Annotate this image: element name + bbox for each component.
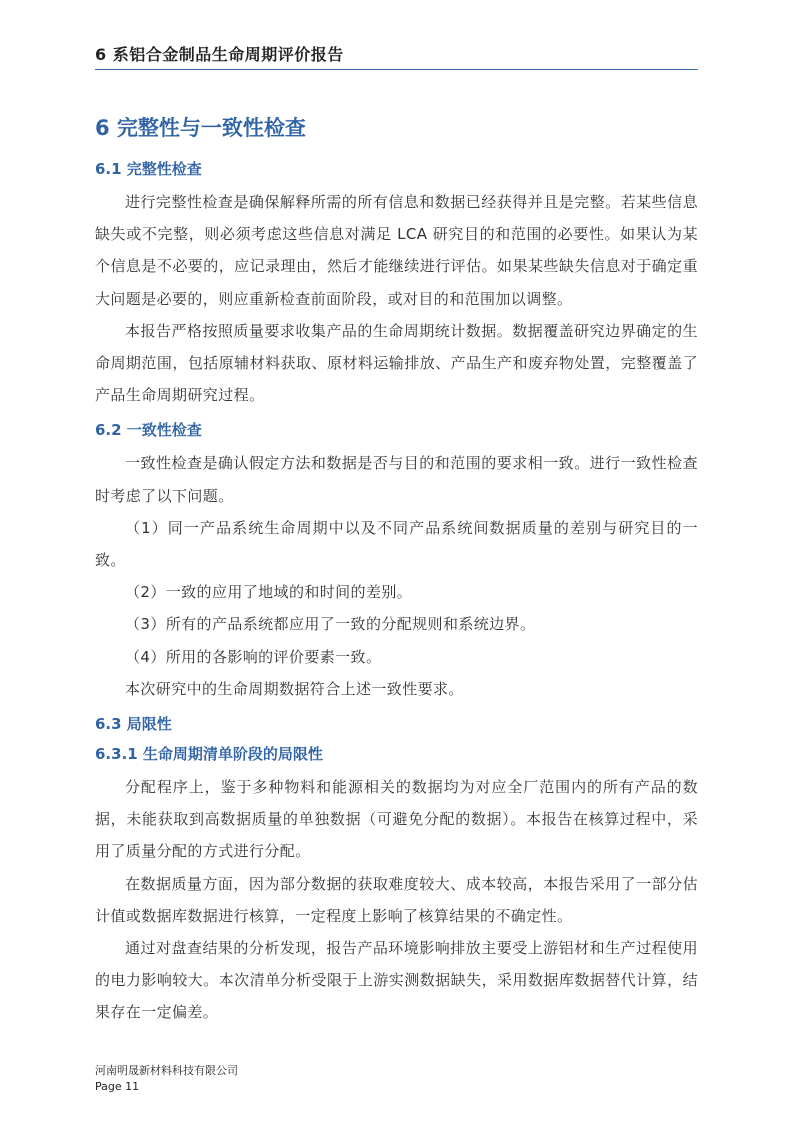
subsection-6-3-heading: 6.3 局限性 [95, 715, 172, 734]
paragraph: 进行完整性检查是确保解释所需的所有信息和数据已经获得并且是完整。若某些信息缺失或不完整，则必须考虑这些信息对满足 LCA 研究目的和范围的必要性。如果认为某个信息是不必要的，应记录理由，然后才能继续进行评估。如果某些缺失信息对于确定重大问题是必要的，则应重新检查前面阶段，或对目的和范围加以调整。 [95, 193, 698, 308]
list-item: （2）一致的应用了地域的和时间的差别。 [125, 583, 413, 602]
subsection-6-2-heading: 6.2 一致性检查 [95, 421, 202, 440]
list-item: （1）同一产品系统生命周期中以及不同产品系统间数据质量的差别与研究目的一致。 [95, 518, 698, 570]
paragraph: 分配程序上，鉴于多种物料和能源相关的数据均为对应全厂范围内的所有产品的数据，未能获取到高数据质量的单独数据（可避免分配的数据）。本报告在核算过程中，采用了质量分配的方式进行分配。 [95, 778, 698, 861]
section-title: 6 完整性与一致性检查 [95, 116, 306, 140]
document-body [95, 112, 698, 1029]
subsection-6-3-1-heading: 6.3.1 生命周期清单阶段的局限性 [95, 745, 323, 764]
footer-company-name: 河南明晟新材料科技有限公司 [95, 1064, 238, 1077]
list-item: （4）所用的各影响的评价要素一致。 [125, 647, 382, 666]
subsection-6-1-heading: 6.1 完整性检查 [95, 160, 202, 178]
paragraph: 一致性检查是确认假定方法和数据是否与目的和范围的要求相一致。进行一致性检查时考虑了以下问题。 [95, 454, 698, 505]
paragraph: 本报告严格按照质量要求收集产品的生命周期统计数据。数据覆盖研究边界确定的生命周期范围，包括原辅材料获取、原材料运输排放、产品生产和废弃物处置，完整覆盖了产品生命周期研究过程。 [95, 321, 698, 405]
footer-page-number: Page 11 [95, 1080, 140, 1093]
header-divider [95, 69, 698, 70]
paragraph: 通过对盘查结果的分析发现，报告产品环境影响排放主要受上游铝材和生产过程使用的电力影响较大。本次清单分析受限于上游实测数据缺失，采用数据库数据替代计算，结果存在一定偏差。 [95, 939, 698, 1022]
page-header-title: 6 系铝合金制品生命周期评价报告 [95, 45, 344, 64]
paragraph: 在数据质量方面，因为部分数据的获取难度较大、成本较高，本报告采用了一部分估计值或数据库数据进行核算，一定程度上影响了核算结果的不确定性。 [95, 874, 698, 925]
list-item: （3）所有的产品系统都应用了一致的分配规则和系统边界。 [125, 615, 536, 634]
paragraph: 本次研究中的生命周期数据符合上述一致性要求。 [125, 679, 464, 698]
